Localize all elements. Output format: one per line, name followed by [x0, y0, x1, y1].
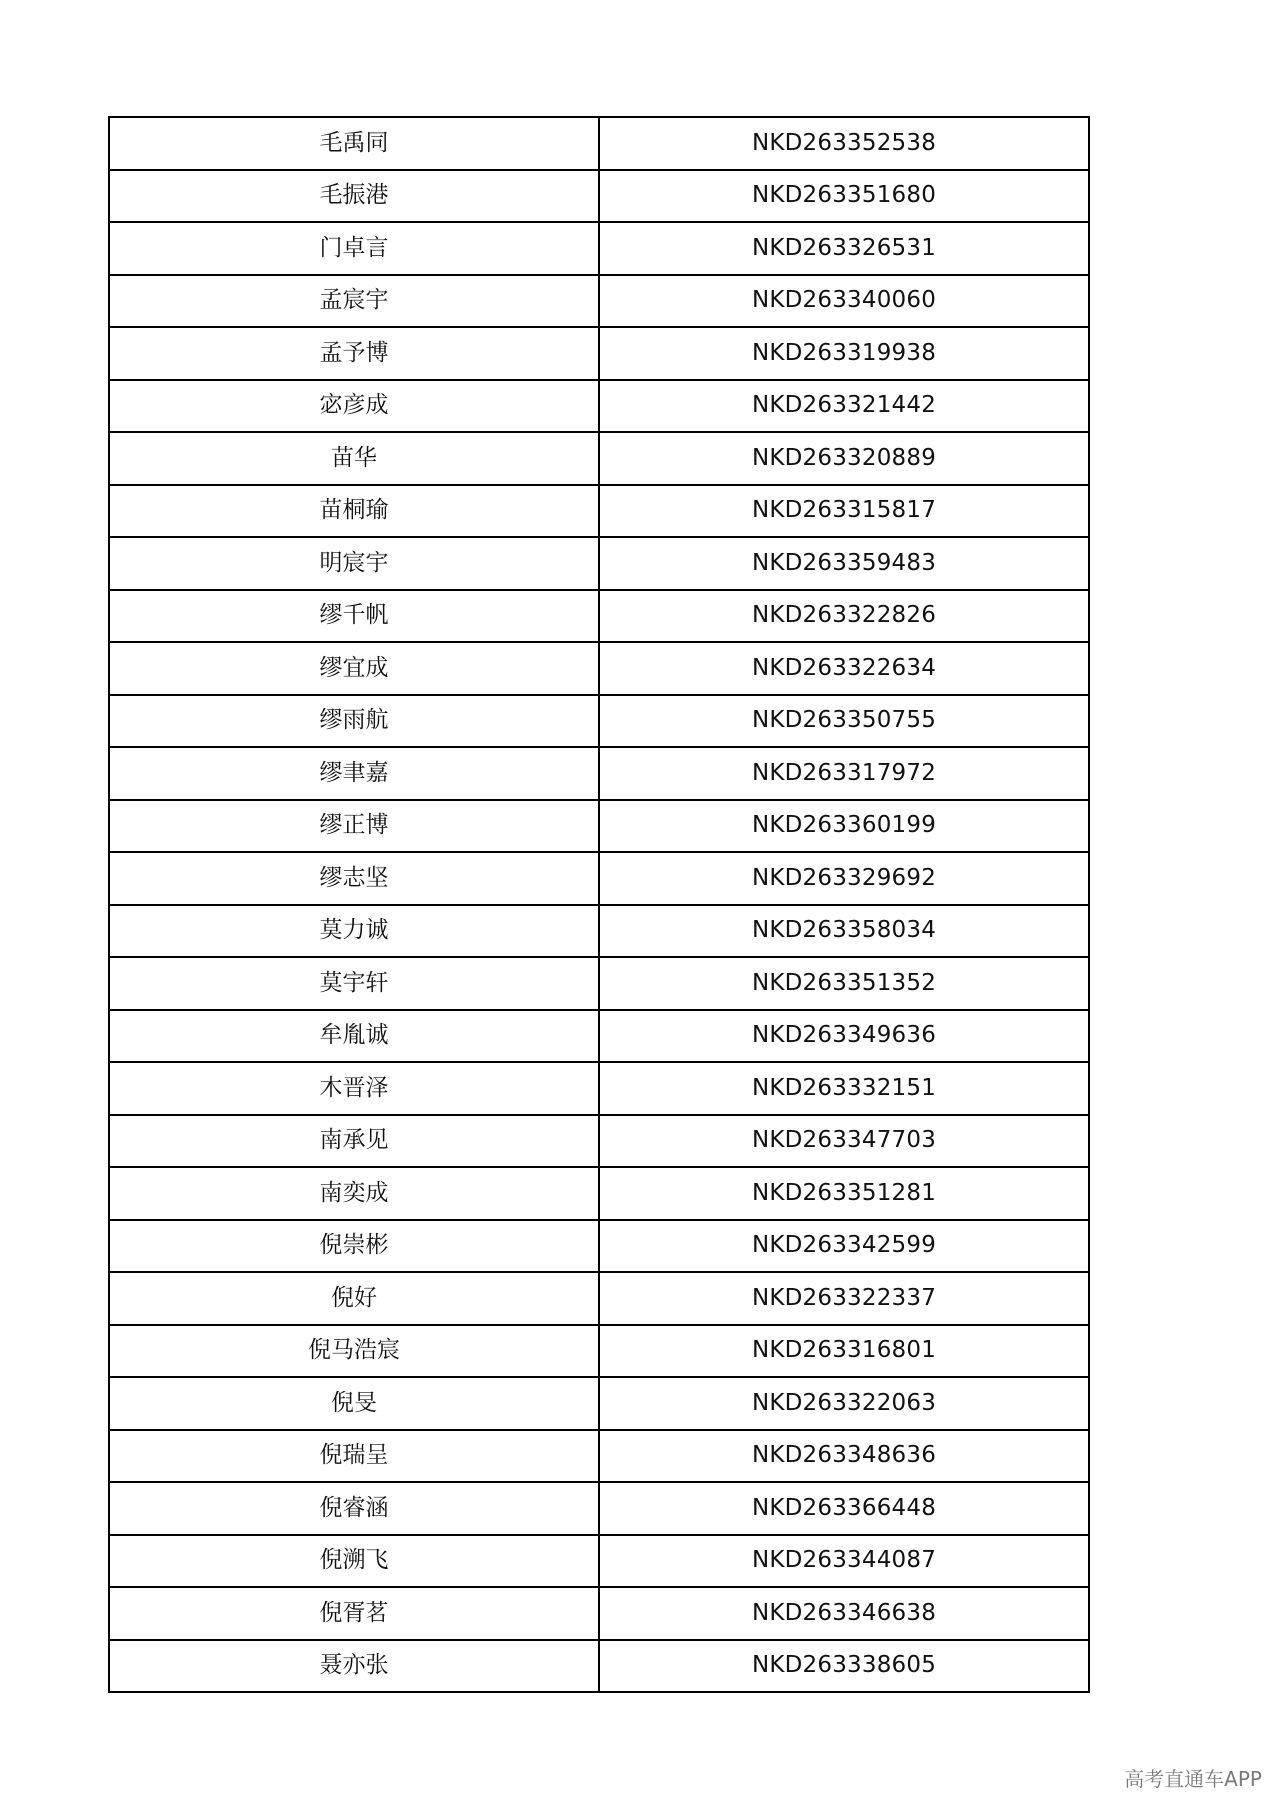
- id-cell: NKD263320889: [599, 432, 1089, 485]
- name-cell: 缪雨航: [109, 695, 599, 748]
- table-row: [109, 1482, 1089, 1535]
- id-cell: NKD263322063: [599, 1377, 1089, 1430]
- name-cell: 毛禹同: [109, 117, 599, 170]
- name-cell: 缪聿嘉: [109, 747, 599, 800]
- id-cell: NKD263358034: [599, 905, 1089, 958]
- name-cell: 倪崇彬: [109, 1220, 599, 1273]
- id-cell: NKD263326531: [599, 222, 1089, 275]
- id-cell: NKD263322634: [599, 642, 1089, 695]
- table-row: [109, 905, 1089, 958]
- id-cell: NKD263338605: [599, 1640, 1089, 1693]
- name-cell: 莫宇轩: [109, 957, 599, 1010]
- id-cell: NKD263349636: [599, 1010, 1089, 1063]
- name-cell: 南奕成: [109, 1167, 599, 1220]
- id-cell: NKD263350755: [599, 695, 1089, 748]
- table-row: [109, 1272, 1089, 1325]
- table-row: [109, 380, 1089, 433]
- id-cell: NKD263316801: [599, 1325, 1089, 1378]
- table-row: [109, 170, 1089, 223]
- table-row: [109, 222, 1089, 275]
- id-cell: NKD263340060: [599, 275, 1089, 328]
- name-cell: 毛振港: [109, 170, 599, 223]
- name-cell: 牟胤诚: [109, 1010, 599, 1063]
- name-cell: 明宸宇: [109, 537, 599, 590]
- name-cell: 缪宜成: [109, 642, 599, 695]
- table-body: [109, 117, 1089, 1692]
- name-cell: 倪胥茗: [109, 1587, 599, 1640]
- table-row: [109, 957, 1089, 1010]
- table-row: [109, 537, 1089, 590]
- id-cell: NKD263342599: [599, 1220, 1089, 1273]
- name-cell: 倪瑞呈: [109, 1430, 599, 1483]
- table-row: [109, 1640, 1089, 1693]
- id-cell: NKD263319938: [599, 327, 1089, 380]
- table-row: [109, 747, 1089, 800]
- id-cell: NKD263315817: [599, 485, 1089, 538]
- watermark-text: 高考直通车APP: [1124, 1767, 1262, 1791]
- table-row: [109, 1220, 1089, 1273]
- id-cell: NKD263351281: [599, 1167, 1089, 1220]
- table-row: [109, 1010, 1089, 1063]
- id-cell: NKD263366448: [599, 1482, 1089, 1535]
- name-cell: 莫力诚: [109, 905, 599, 958]
- name-cell: 苗华: [109, 432, 599, 485]
- name-cell: 孟宸宇: [109, 275, 599, 328]
- table-row: [109, 1325, 1089, 1378]
- id-cell: NKD263322337: [599, 1272, 1089, 1325]
- table-row: [109, 1430, 1089, 1483]
- name-cell: 倪好: [109, 1272, 599, 1325]
- table-row: [109, 327, 1089, 380]
- name-cell: 宓彦成: [109, 380, 599, 433]
- id-cell: NKD263344087: [599, 1535, 1089, 1588]
- table-row: [109, 275, 1089, 328]
- table-row: [109, 642, 1089, 695]
- table-row: [109, 800, 1089, 853]
- table-row: [109, 1115, 1089, 1168]
- name-id-table: [108, 116, 1090, 1693]
- name-cell: 缪千帆: [109, 590, 599, 643]
- table-row: [109, 117, 1089, 170]
- id-cell: NKD263322826: [599, 590, 1089, 643]
- id-cell: NKD263351352: [599, 957, 1089, 1010]
- id-cell: NKD263346638: [599, 1587, 1089, 1640]
- table-row: [109, 432, 1089, 485]
- table-row: [109, 852, 1089, 905]
- name-cell: 倪睿涵: [109, 1482, 599, 1535]
- name-cell: 门卓言: [109, 222, 599, 275]
- name-cell: 倪溯飞: [109, 1535, 599, 1588]
- id-cell: NKD263317972: [599, 747, 1089, 800]
- table-row: [109, 1587, 1089, 1640]
- name-cell: 缪志坚: [109, 852, 599, 905]
- name-cell: 倪马浩宸: [109, 1325, 599, 1378]
- id-cell: NKD263351680: [599, 170, 1089, 223]
- table-row: [109, 1167, 1089, 1220]
- table-row: [109, 485, 1089, 538]
- id-cell: NKD263332151: [599, 1062, 1089, 1115]
- id-cell: NKD263329692: [599, 852, 1089, 905]
- table-row: [109, 590, 1089, 643]
- name-cell: 倪旻: [109, 1377, 599, 1430]
- table-row: [109, 1535, 1089, 1588]
- id-cell: NKD263359483: [599, 537, 1089, 590]
- name-cell: 缪正博: [109, 800, 599, 853]
- table-row: [109, 1377, 1089, 1430]
- name-cell: 孟予博: [109, 327, 599, 380]
- id-cell: NKD263348636: [599, 1430, 1089, 1483]
- id-cell: NKD263352538: [599, 117, 1089, 170]
- id-cell: NKD263347703: [599, 1115, 1089, 1168]
- id-cell: NKD263321442: [599, 380, 1089, 433]
- name-cell: 南承见: [109, 1115, 599, 1168]
- table-row: [109, 1062, 1089, 1115]
- id-cell: NKD263360199: [599, 800, 1089, 853]
- table-row: [109, 695, 1089, 748]
- name-cell: 聂亦张: [109, 1640, 599, 1693]
- name-cell: 苗桐瑜: [109, 485, 599, 538]
- name-cell: 木晋泽: [109, 1062, 599, 1115]
